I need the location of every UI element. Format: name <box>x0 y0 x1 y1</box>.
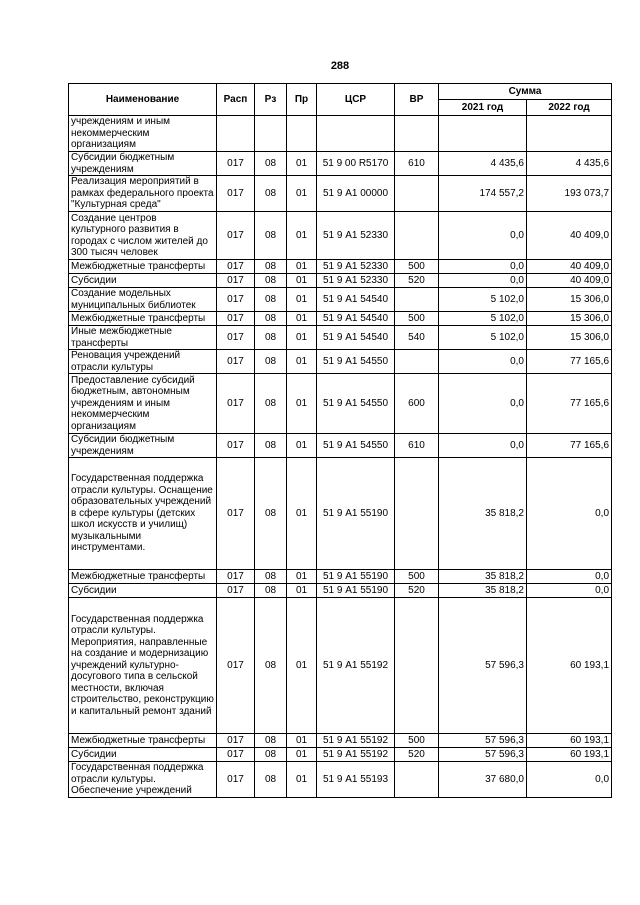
cell-rz: 08 <box>255 326 287 350</box>
cell-rasp: 017 <box>217 762 255 798</box>
table-row <box>69 288 612 312</box>
cell-rz: 08 <box>255 734 287 748</box>
cell-amount-2022: 40 409,0 <box>527 212 612 260</box>
cell-rz: 08 <box>255 748 287 762</box>
cell-rasp: 017 <box>217 312 255 326</box>
table-row <box>69 350 612 374</box>
cell-amount-2022: 40 409,0 <box>527 260 612 274</box>
cell-amount-2022: 4 435,6 <box>527 152 612 176</box>
cell-pr: 01 <box>287 748 317 762</box>
cell-rasp: 017 <box>217 212 255 260</box>
cell-csr: 51 9 А1 55190 <box>317 570 395 584</box>
cell-rz: 08 <box>255 260 287 274</box>
cell-amount-2021: 35 818,2 <box>439 570 527 584</box>
cell-amount-2021: 0,0 <box>439 260 527 274</box>
cell-rz: 08 <box>255 350 287 374</box>
header-sum: Сумма <box>439 84 612 100</box>
table-row <box>69 312 612 326</box>
cell-vr <box>395 288 439 312</box>
table-row <box>69 176 612 212</box>
cell-rz: 08 <box>255 598 287 734</box>
cell-amount-2021: 35 818,2 <box>439 458 527 570</box>
cell-rz <box>255 116 287 152</box>
cell-pr: 01 <box>287 570 317 584</box>
cell-vr <box>395 350 439 374</box>
cell-rasp: 017 <box>217 350 255 374</box>
table-row <box>69 762 612 798</box>
cell-vr: 520 <box>395 274 439 288</box>
cell-pr: 01 <box>287 434 317 458</box>
cell-name: Реновация учреждений отрасли культуры <box>69 350 217 374</box>
cell-vr: 500 <box>395 734 439 748</box>
cell-amount-2022: 0,0 <box>527 762 612 798</box>
cell-pr: 01 <box>287 152 317 176</box>
cell-amount-2022: 15 306,0 <box>527 312 612 326</box>
cell-rasp: 017 <box>217 734 255 748</box>
cell-rz: 08 <box>255 374 287 434</box>
cell-csr: 51 9 А1 54550 <box>317 434 395 458</box>
cell-vr: 520 <box>395 748 439 762</box>
cell-rasp: 017 <box>217 152 255 176</box>
cell-amount-2021: 0,0 <box>439 434 527 458</box>
cell-csr: 51 9 А1 54540 <box>317 326 395 350</box>
cell-amount-2022: 0,0 <box>527 458 612 570</box>
cell-amount-2022: 60 193,1 <box>527 748 612 762</box>
cell-name: Межбюджетные трансферты <box>69 734 217 748</box>
table-row <box>69 274 612 288</box>
cell-pr: 01 <box>287 212 317 260</box>
cell-csr: 51 9 А1 55193 <box>317 762 395 798</box>
cell-csr: 51 9 А1 54550 <box>317 350 395 374</box>
cell-csr: 51 9 А1 55190 <box>317 584 395 598</box>
cell-csr: 51 9 А1 55192 <box>317 748 395 762</box>
cell-name: Субсидии <box>69 584 217 598</box>
table-body <box>69 116 612 798</box>
cell-amount-2021: 57 596,3 <box>439 598 527 734</box>
cell-name: Иные межбюджетные трансферты <box>69 326 217 350</box>
cell-pr: 01 <box>287 176 317 212</box>
cell-rz: 08 <box>255 176 287 212</box>
cell-pr: 01 <box>287 288 317 312</box>
cell-pr: 01 <box>287 326 317 350</box>
cell-rasp: 017 <box>217 434 255 458</box>
cell-amount-2021: 57 596,3 <box>439 748 527 762</box>
header-pr: Пр <box>287 84 317 116</box>
cell-rasp: 017 <box>217 260 255 274</box>
cell-amount-2022: 0,0 <box>527 584 612 598</box>
cell-rz: 08 <box>255 458 287 570</box>
table-row <box>69 374 612 434</box>
cell-pr: 01 <box>287 458 317 570</box>
header-name: Наименование <box>69 84 217 116</box>
cell-amount-2021: 35 818,2 <box>439 584 527 598</box>
cell-amount-2022: 0,0 <box>527 570 612 584</box>
cell-rz: 08 <box>255 152 287 176</box>
cell-pr: 01 <box>287 374 317 434</box>
budget-table <box>68 83 612 798</box>
table-row <box>69 458 612 570</box>
cell-rasp: 017 <box>217 288 255 312</box>
table-row <box>69 434 612 458</box>
cell-rasp: 017 <box>217 326 255 350</box>
cell-pr <box>287 116 317 152</box>
cell-pr: 01 <box>287 598 317 734</box>
cell-rasp: 017 <box>217 274 255 288</box>
cell-amount-2022: 15 306,0 <box>527 326 612 350</box>
cell-amount-2022: 60 193,1 <box>527 734 612 748</box>
cell-amount-2021: 57 596,3 <box>439 734 527 748</box>
cell-vr: 610 <box>395 434 439 458</box>
cell-vr <box>395 458 439 570</box>
header-csr: ЦСР <box>317 84 395 116</box>
cell-name: Государственная поддержка отрасли культуры. Мероприятия, направленные на создание и модернизацию учреждений культурно-досугового типа в сельской местности, включая строительство, реконструкцию и капитальный ремонт зданий <box>69 598 217 734</box>
cell-vr: 500 <box>395 260 439 274</box>
table-row <box>69 734 612 748</box>
cell-rz: 08 <box>255 274 287 288</box>
cell-amount-2021: 0,0 <box>439 374 527 434</box>
cell-rz: 08 <box>255 434 287 458</box>
table-row <box>69 152 612 176</box>
cell-amount-2021 <box>439 116 527 152</box>
cell-name: Создание модельных муниципальных библиотек <box>69 288 217 312</box>
cell-amount-2021: 5 102,0 <box>439 312 527 326</box>
cell-rasp: 017 <box>217 458 255 570</box>
cell-rz: 08 <box>255 288 287 312</box>
cell-name: Межбюджетные трансферты <box>69 312 217 326</box>
cell-pr: 01 <box>287 762 317 798</box>
cell-pr: 01 <box>287 350 317 374</box>
cell-rasp <box>217 116 255 152</box>
cell-amount-2022 <box>527 116 612 152</box>
cell-amount-2022: 15 306,0 <box>527 288 612 312</box>
cell-csr: 51 9 00 R5170 <box>317 152 395 176</box>
cell-amount-2022: 193 073,7 <box>527 176 612 212</box>
table-row <box>69 598 612 734</box>
cell-name: Межбюджетные трансферты <box>69 260 217 274</box>
page-number: 288 <box>330 60 350 72</box>
cell-rz: 08 <box>255 762 287 798</box>
cell-name: Межбюджетные трансферты <box>69 570 217 584</box>
cell-rasp: 017 <box>217 374 255 434</box>
cell-vr: 520 <box>395 584 439 598</box>
cell-vr <box>395 176 439 212</box>
cell-csr: 51 9 А1 52330 <box>317 274 395 288</box>
cell-amount-2021: 4 435,6 <box>439 152 527 176</box>
cell-csr: 51 9 А1 54540 <box>317 288 395 312</box>
cell-amount-2021: 0,0 <box>439 212 527 260</box>
cell-vr <box>395 212 439 260</box>
cell-amount-2021: 37 680,0 <box>439 762 527 798</box>
cell-vr: 600 <box>395 374 439 434</box>
cell-name: Субсидии бюджетным учреждениям <box>69 152 217 176</box>
cell-amount-2021: 0,0 <box>439 274 527 288</box>
table-row <box>69 748 612 762</box>
header-year-2021: 2021 год <box>439 100 527 116</box>
cell-vr: 500 <box>395 570 439 584</box>
cell-rasp: 017 <box>217 570 255 584</box>
cell-name: Субсидии <box>69 748 217 762</box>
cell-rasp: 017 <box>217 584 255 598</box>
header-rz: Рз <box>255 84 287 116</box>
cell-name: Субсидии <box>69 274 217 288</box>
cell-pr: 01 <box>287 312 317 326</box>
cell-name: Государственная поддержка отрасли культуры. Обеспечение учреждений <box>69 762 217 798</box>
table-row <box>69 116 612 152</box>
cell-rz: 08 <box>255 570 287 584</box>
cell-name: Создание центров культурного развития в городах с числом жителей до 300 тысяч человек <box>69 212 217 260</box>
cell-pr: 01 <box>287 584 317 598</box>
cell-amount-2021: 0,0 <box>439 350 527 374</box>
table-row <box>69 570 612 584</box>
cell-csr: 51 9 А1 55190 <box>317 458 395 570</box>
cell-rz: 08 <box>255 584 287 598</box>
cell-amount-2022: 40 409,0 <box>527 274 612 288</box>
cell-amount-2022: 77 165,6 <box>527 374 612 434</box>
cell-csr: 51 9 А1 52330 <box>317 212 395 260</box>
cell-amount-2022: 77 165,6 <box>527 350 612 374</box>
cell-pr: 01 <box>287 734 317 748</box>
cell-csr: 51 9 А1 54540 <box>317 312 395 326</box>
cell-csr <box>317 116 395 152</box>
header-rasp: Расп <box>217 84 255 116</box>
cell-rasp: 017 <box>217 176 255 212</box>
cell-vr <box>395 598 439 734</box>
cell-rasp: 017 <box>217 598 255 734</box>
cell-pr: 01 <box>287 260 317 274</box>
cell-pr: 01 <box>287 274 317 288</box>
cell-name: Реализация мероприятий в рамках федерального проекта "Культурная среда" <box>69 176 217 212</box>
table-row <box>69 260 612 274</box>
cell-csr: 51 9 А1 55192 <box>317 734 395 748</box>
table-row <box>69 326 612 350</box>
cell-amount-2022: 77 165,6 <box>527 434 612 458</box>
cell-rz: 08 <box>255 212 287 260</box>
cell-vr <box>395 116 439 152</box>
header-year-2022: 2022 год <box>527 100 612 116</box>
header-vr: ВР <box>395 84 439 116</box>
cell-name: Предоставление субсидий бюджетным, автономным учреждениям и иным некоммерческим организациям <box>69 374 217 434</box>
cell-amount-2021: 5 102,0 <box>439 326 527 350</box>
cell-vr: 610 <box>395 152 439 176</box>
table-row <box>69 212 612 260</box>
cell-name: Субсидии бюджетным учреждениям <box>69 434 217 458</box>
cell-csr: 51 9 А1 54550 <box>317 374 395 434</box>
cell-csr: 51 9 А1 00000 <box>317 176 395 212</box>
cell-name: Государственная поддержка отрасли культуры. Оснащение образовательных учреждений в сфере культуры (детских школ искусств и училищ) музыкальными инструментами. <box>69 458 217 570</box>
cell-rasp: 017 <box>217 748 255 762</box>
cell-vr <box>395 762 439 798</box>
cell-csr: 51 9 А1 55192 <box>317 598 395 734</box>
cell-amount-2022: 60 193,1 <box>527 598 612 734</box>
cell-csr: 51 9 А1 52330 <box>317 260 395 274</box>
cell-rz: 08 <box>255 312 287 326</box>
cell-vr: 540 <box>395 326 439 350</box>
cell-vr: 500 <box>395 312 439 326</box>
table-row <box>69 584 612 598</box>
cell-name: учреждениям и иным некоммерческим организациям <box>69 116 217 152</box>
cell-amount-2021: 174 557,2 <box>439 176 527 212</box>
cell-amount-2021: 5 102,0 <box>439 288 527 312</box>
